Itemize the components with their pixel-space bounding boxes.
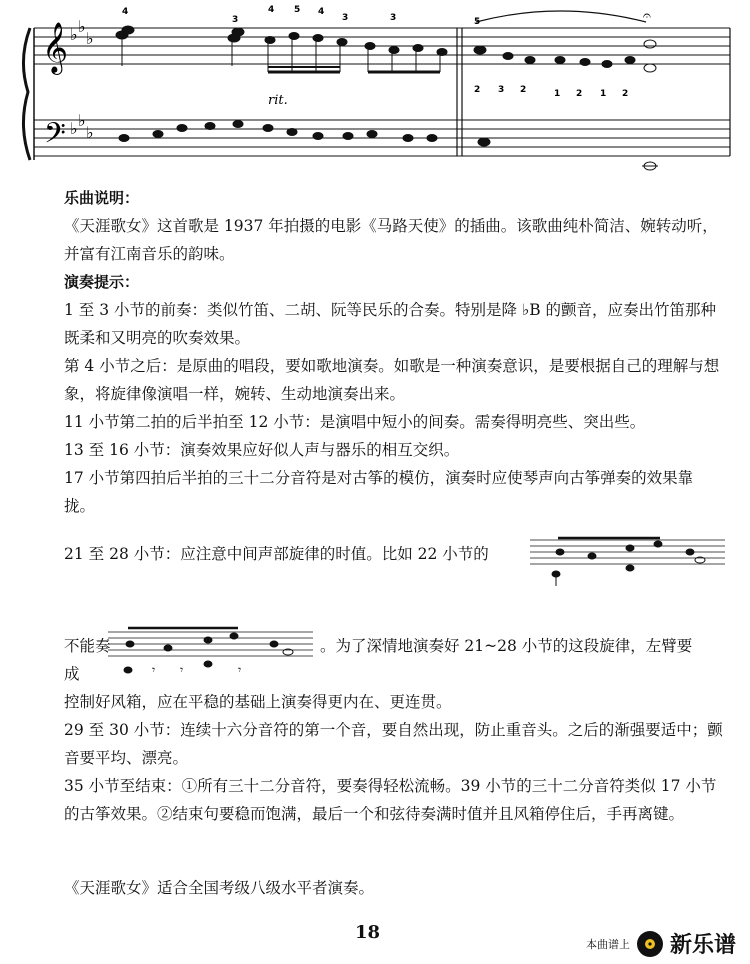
treble-clef-icon: 𝄞: [42, 22, 69, 73]
svg-text:♭: ♭: [78, 17, 86, 36]
notes-title: 乐曲说明：: [64, 189, 140, 207]
tip-2: 第 4 小节之后：是原曲的唱段，要如歌地演奏。如歌是一种演奏意识，是要根据自己的理解与想象，将旋律像演唱一样，婉转、生动地演奏出来。: [64, 357, 720, 403]
tip-5: 17 小节第四拍后半拍的三十二分音符是对古筝的模仿，演奏时应使琴声向古筝弹奏的效果靠拢。: [64, 469, 694, 515]
fermata-icon: 𝄐: [643, 8, 651, 24]
svg-text:1: 1: [600, 89, 607, 99]
bass-notes: [119, 121, 658, 171]
svg-text:♭: ♭: [78, 111, 86, 130]
svg-text:3: 3: [342, 13, 349, 23]
fingering-numbers: [122, 5, 628, 99]
para21-a: 21 至 28 小节：应注意中间声部旋律的时值。比如 22 小节的: [64, 545, 489, 563]
tips-title: 演奏提示：: [64, 273, 140, 291]
tip-4: 13 至 16 小节：演奏效果应好似人声与器乐的相互交织。: [64, 441, 460, 459]
svg-text:♭: ♭: [86, 29, 94, 48]
page-number: 18: [355, 922, 381, 943]
para21-b: 不能奏成: [64, 637, 111, 683]
svg-text:3: 3: [390, 13, 397, 23]
key-signature: [70, 17, 94, 142]
para21-d: 控制好风箱，应在平稳的基础上演奏得更内在、更连贯。: [64, 693, 452, 711]
tempo-marking: rit.: [268, 93, 288, 108]
svg-text:♭: ♭: [70, 25, 78, 44]
tip-1: 1 至 3 小节的前奏：类似竹笛、二胡、阮等民乐的合奏。特别是降 ♭B 的颤音，应奏出竹笛那种既柔和又明亮的吹奏效果。: [64, 301, 717, 347]
svg-text:1: 1: [554, 89, 561, 99]
slur: [476, 11, 646, 22]
svg-text:5: 5: [474, 17, 481, 27]
brand-name: 新乐谱: [669, 933, 736, 958]
svg-text:2: 2: [474, 85, 481, 95]
brand-prefix: 本曲谱上: [585, 937, 630, 951]
para21-c: 。为了深情地演奏好 21~28 小节的这段旋律，左臂要: [320, 637, 693, 655]
svg-text:2: 2: [622, 89, 629, 99]
svg-text:5: 5: [294, 5, 301, 15]
tip-35: 35 小节至结束：①所有三十二分音符，要奏得轻松流畅。39 小节的三十二分音符类似 17 小节的古筝效果。②结束句要稳而饱满，最后一个和弦待奏满时值并且风箱停住后，手再离键。: [64, 777, 717, 823]
svg-text:𝄾: 𝄾: [180, 663, 184, 677]
notes-body: 《天涯歌女》这首歌是 1937 年拍摄的电影《马路天使》的插曲。该歌曲纯朴简洁、婉转动听，并富有江南音乐的韵味。: [64, 217, 718, 263]
bass-staff: [34, 120, 730, 156]
bass-clef-icon: 𝄢: [44, 117, 66, 157]
treble-notes: [116, 26, 656, 72]
svg-text:4: 4: [318, 7, 325, 17]
closing-note: 《天涯歌女》适合全国考级八级水平者演奏。: [64, 879, 375, 897]
svg-text:𝄾: 𝄾: [152, 663, 156, 677]
svg-text:𝄾: 𝄾: [238, 663, 242, 677]
tip-3: 11 小节第二拍的后半拍至 12 小节：是演唱中短小的间奏。需奏得明亮些、突出些。: [64, 413, 646, 431]
svg-text:♭: ♭: [86, 123, 94, 142]
svg-text:2: 2: [576, 89, 583, 99]
grand-staff-brace: [23, 28, 30, 160]
sheet-music-score: [0, 0, 750, 180]
svg-text:4: 4: [122, 7, 129, 17]
music-example-1: [530, 528, 730, 588]
music-example-2: [108, 614, 318, 684]
record-logo-icon: [636, 930, 664, 958]
brand-watermark: [586, 928, 736, 959]
svg-text:4: 4: [268, 5, 275, 15]
svg-text:♭: ♭: [70, 119, 78, 138]
svg-text:3: 3: [498, 85, 505, 95]
tip-29: 29 至 30 小节：连续十六分音符的第一个音，要自然出现，防止重音头。之后的渐强要适中；颤音要平均、漂亮。: [64, 721, 723, 767]
svg-text:3: 3: [232, 15, 239, 25]
svg-text:2: 2: [520, 85, 527, 95]
